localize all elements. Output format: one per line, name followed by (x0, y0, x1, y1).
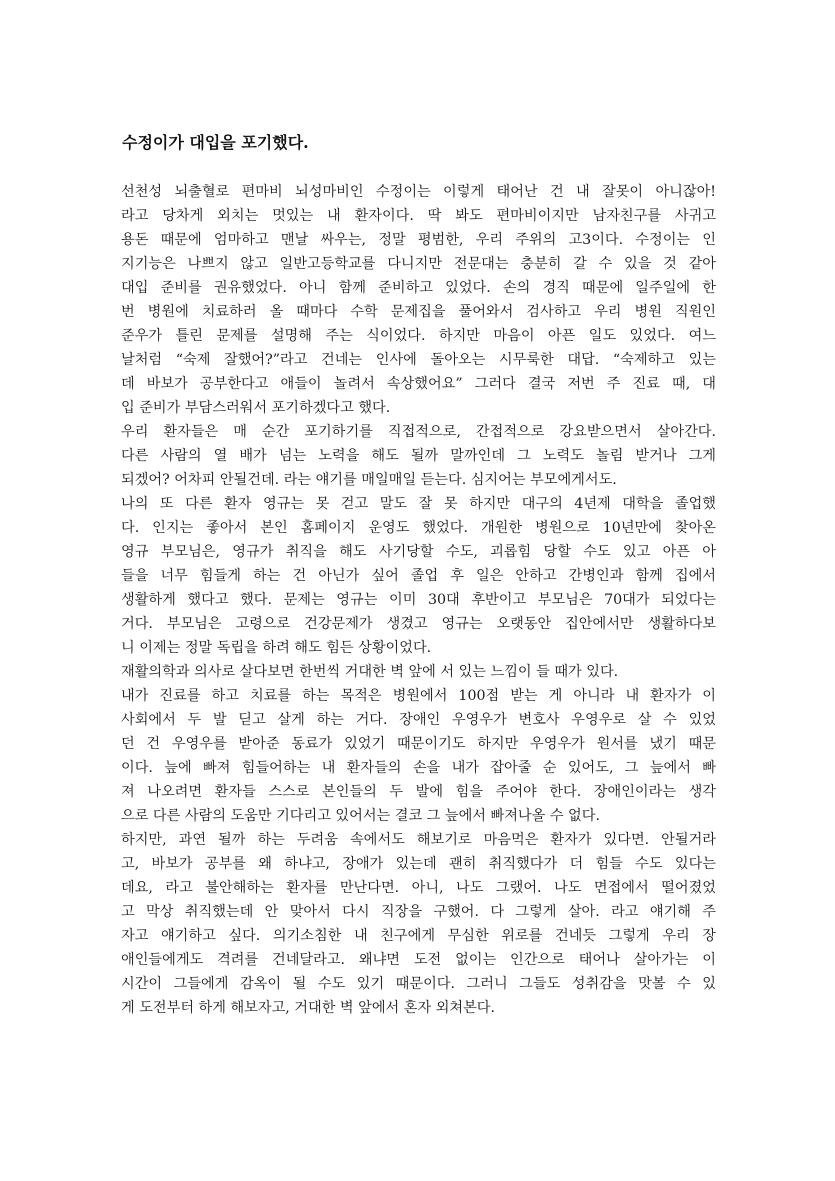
text-line: 우리 환자들은 매 순간 포기하기를 직접적으로, 간접적으로 강요받으면서 살아간다. (121, 424, 716, 440)
text-line: 져 나오려면 환자들 스스로 본인들의 두 발에 힘을 주어야 한다. 장애인이라는 생각 (121, 784, 716, 800)
paragraph (121, 420, 716, 492)
text-line: 던 건 우영우를 받아준 동료가 있었기 때문이기도 하지만 우영우가 원서를 냈기 때문 (121, 736, 716, 752)
document-body (121, 180, 716, 1020)
text-line: 재활의학과 의사로 살다보면 한번씩 거대한 벽 앞에 서 있는 느낌이 들 때가 있다. (121, 664, 619, 680)
text-line: 게 도전부터 하게 해보자고, 거대한 벽 앞에서 혼자 외쳐본다. (121, 1000, 496, 1016)
paragraph (121, 492, 716, 660)
paragraph (121, 660, 716, 684)
text-line: 데 바보가 공부한다고 애들이 놀려서 속상했어요” 그러다 결국 저번 주 진료 때, 대 (121, 376, 716, 392)
text-line: 번 병원에 치료하러 올 때마다 수학 문제집을 풀어와서 검사하고 우리 병원 직원인 (121, 304, 716, 320)
text-line: 사회에서 두 발 딛고 살게 하는 거다. 장애인 우영우가 변호사 우영우로 살 수 있었 (121, 712, 716, 728)
text-line: 선천성 뇌출혈로 편마비 뇌성마비인 수정이는 이렇게 태어난 건 내 잘못이 아니잖아! (121, 184, 716, 200)
text-line: 하지만, 과연 될까 하는 두려움 속에서도 해보기로 마음먹은 환자가 있다면. 안될거라 (121, 832, 716, 848)
text-line: 날처럼 “숙제 잘했어?”라고 건네는 인사에 돌아오는 시무룩한 대답. “숙제하고 있는 (121, 352, 716, 368)
text-line: 다. 인지는 좋아서 본인 홈페이지 운영도 했었다. 개원한 병원으로 10년만에 찾아온 (121, 520, 716, 536)
text-line: 준우가 틀린 문제를 설명해 주는 식이었다. 하지만 마음이 아픈 일도 있었다. 여느 (121, 328, 716, 344)
text-line: 나의 또 다른 환자 영규는 못 걷고 말도 잘 못 하지만 대구의 4년제 대학을 졸업했 (121, 496, 716, 512)
text-line: 으로 다른 사람의 도움만 기다리고 있어서는 결코 그 늪에서 빠져나올 수 없다. (121, 808, 600, 824)
text-line: 애인들에게도 격려를 건네달라고. 왜냐면 도전 없이는 인간으로 태어나 살아가는 이 (121, 952, 716, 968)
text-line: 되겠어? 어차피 안될건데. 라는 얘기를 매일매일 듣는다. 심지어는 부모에게서도. (121, 472, 617, 488)
text-line: 지기능은 나쁘지 않고 일반고등학교를 다니지만 전문대는 충분히 갈 수 있을 것 같아 (121, 256, 716, 272)
text-line: 자고 얘기하고 싶다. 의기소침한 내 친구에게 무심한 위로를 건네듯 그렇게 우리 장 (121, 928, 716, 944)
text-line: 내가 진료를 하고 치료를 하는 목적은 병원에서 100점 받는 게 아니라 내 환자가 이 (121, 688, 716, 704)
text-line: 시간이 그들에게 감옥이 될 수도 있기 때문이다. 그러니 그들도 성취감을 맛볼 수 있 (121, 976, 716, 992)
paragraph (121, 684, 716, 828)
text-line: 대입 준비를 권유했었다. 아니 함께 준비하고 있었다. 손의 경직 때문에 일주일에 한 (121, 280, 716, 296)
text-line: 데요, 라고 불안해하는 환자를 만난다면. 아니, 나도 그랬어. 나도 면접에서 떨어졌었 (121, 880, 716, 896)
text-line: 라고 당차게 외치는 멋있는 내 환자이다. 딱 봐도 편마비이지만 남자친구를 사귀고 (121, 208, 716, 224)
text-line: 이다. 늪에 빠져 힘들어하는 내 환자들의 손을 내가 잡아줄 순 있어도, 그 늪에서 빠 (121, 760, 716, 776)
text-line: 거다. 부모님은 고령으로 건강문제가 생겼고 영규는 오랫동안 집안에서만 생활하다보 (121, 616, 716, 632)
text-line: 고 막상 취직했는데 안 맞아서 다시 직장을 구했어. 다 그렇게 살아. 라고 얘기해 주 (121, 904, 716, 920)
text-line: 입 준비가 부담스러워서 포기하겠다고 했다. (121, 400, 391, 416)
text-line: 니 이제는 정말 독립을 하려 해도 힘든 상황이었다. (121, 640, 432, 656)
paragraph (121, 180, 716, 420)
text-line: 영규 부모님은, 영규가 취직을 해도 사기당할 수도, 괴롭힘 당할 수도 있고 아픈 아 (121, 544, 716, 560)
text-line: 고, 바보가 공부를 왜 하냐고, 장애가 있는데 괜히 취직했다가 더 힘들 수도 있다는 (121, 856, 716, 872)
text-line: 다른 사람의 열 배가 넘는 노력을 해도 될까 말까인데 그 노력도 놀림 받거나 그게 (121, 448, 716, 464)
document-title: 수정이가 대입을 포기했다. (122, 133, 309, 152)
text-line: 용돈 때문에 엄마하고 맨날 싸우는, 정말 평범한, 우리 주위의 고3이다. 수정이는 인 (121, 232, 716, 248)
text-line: 생활하게 했다고 했다. 문제는 영규는 이미 30대 후반이고 부모님은 70대가 되었다는 (121, 592, 716, 608)
paragraph (121, 828, 716, 1020)
text-line: 들을 너무 힘들게 하는 건 아닌가 싶어 졸업 후 일은 안하고 간병인과 함께 집에서 (121, 568, 716, 584)
